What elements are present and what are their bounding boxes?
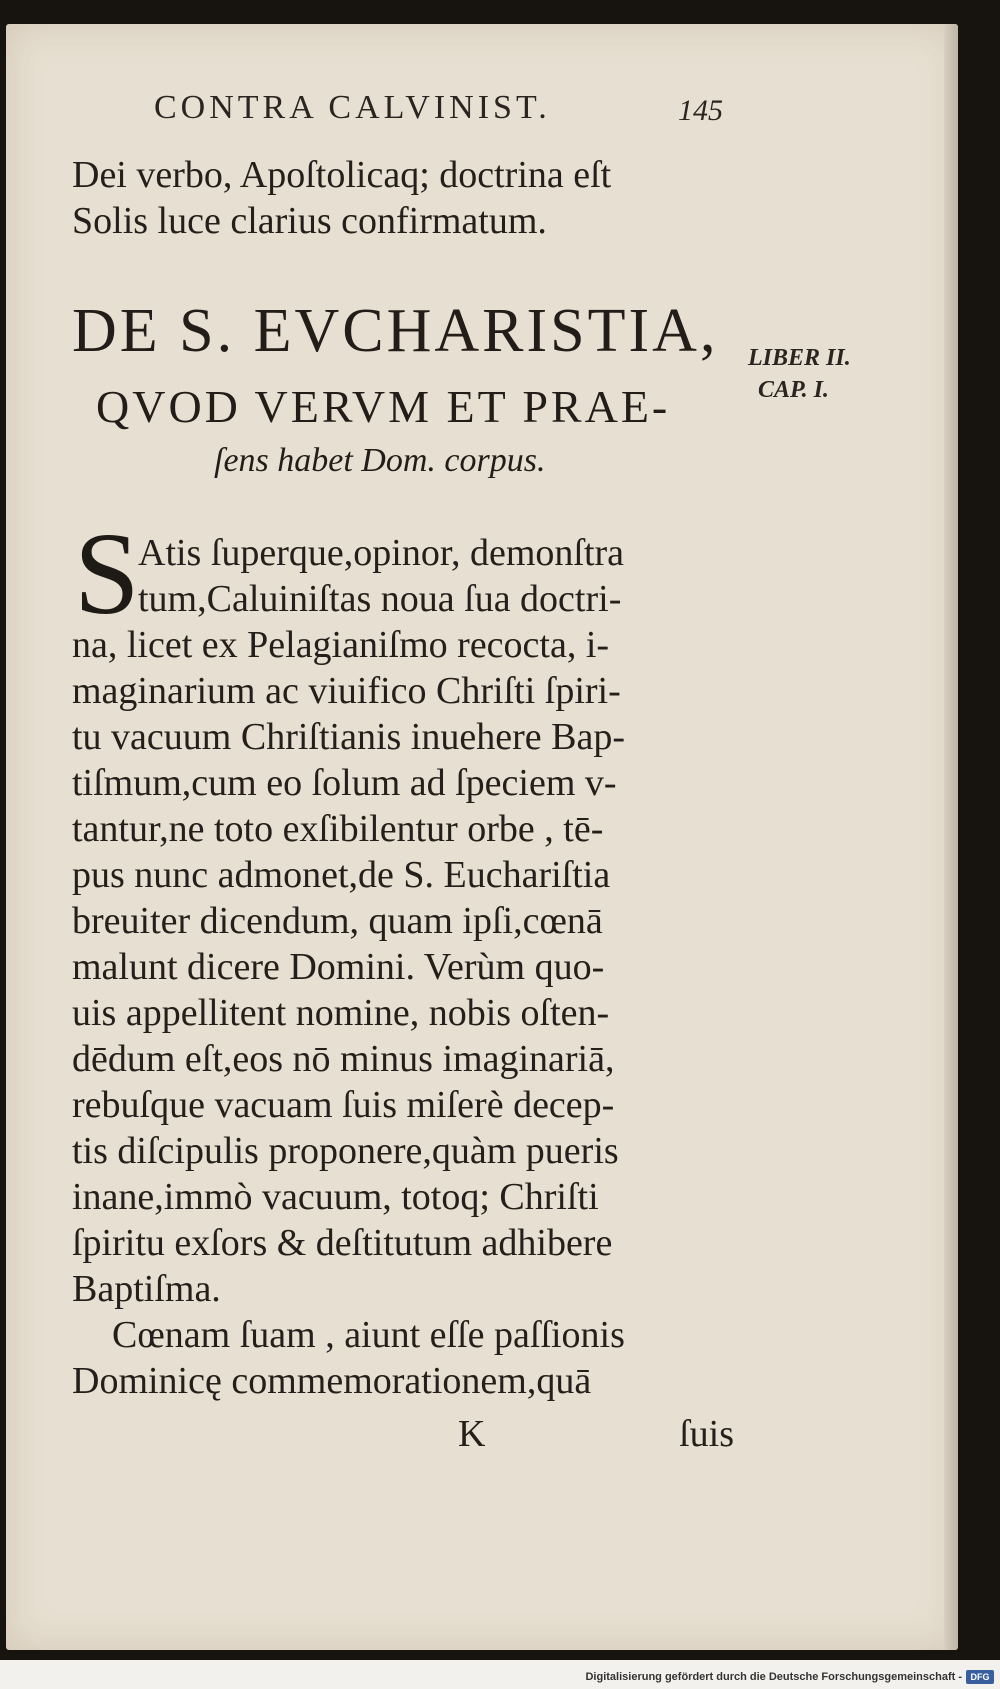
page-edge [944,24,958,1650]
paragraph-line: Cœnam ſuam , aiunt eſſe paſſionis [112,1314,625,1356]
catchword: ſuis [679,1413,734,1455]
paragraph-line: Dominicę commemorationem,quā [72,1360,592,1402]
body-line: tu vacuum Chriſtianis inuehere Bap- [72,716,625,758]
chapter-heading-line-1: DE S. EVCHARISTIA, [72,297,719,365]
body-line: breuiter dicendum, quam ipſi,cœnā [72,900,603,942]
signature-mark: K [458,1413,486,1455]
digitization-footer [0,1668,1000,1689]
dfg-logo: DFG [966,1670,994,1684]
marginal-note [748,342,851,406]
body-line: tum,Caluiniſtas noua ſua doctri- [138,578,622,620]
intro-text [72,152,762,244]
body-line: Baptiſma. [72,1268,221,1310]
marginal-note-book: LIBER II. [748,345,851,371]
body-line: malunt dicere Domini. Verùm quo- [72,946,605,988]
book-page [6,24,958,1650]
chapter-heading-line-3: ſens habet Dom. corpus. [214,442,546,479]
intro-line: Solis luce clarius confirmatum. [72,200,547,242]
marginal-note-chapter: CAP. I. [758,377,829,403]
body-line: na, licet ex Pelagianiſmo recocta, i- [72,624,610,666]
body-line: dēdum eſt,eos nō minus imaginariā, [72,1038,615,1080]
body-line: pus nunc admonet,de S. Euchariſtia [72,854,611,896]
body-line: ſpiritu exſors & deſtitutum adhibere [72,1222,613,1264]
page-foot [72,1412,762,1458]
running-head: CONTRA CALVINIST. [154,89,551,126]
footer-credit: Digitalisierung gefördert durch die Deutsche Forschungsgemeinschaft - [585,1671,962,1683]
body-line: tiſmum,cum eo ſolum ad ſpeciem v- [72,762,617,804]
body-line: Atis ſuperque,opinor, demonſtra [138,532,625,574]
body-line: tis diſcipulis proponere,quàm pueris [72,1130,619,1172]
body-line: maginarium ac viuifico Chriſti ſpiri- [72,670,621,712]
body-text [72,530,762,1404]
drop-cap: S [74,508,140,639]
page-number: 145 [678,94,723,127]
body-line: rebuſque vacuam ſuis miſerè decep- [72,1084,615,1126]
body-line: inane,immò vacuum, totoq; Chriſti [72,1176,599,1218]
body-line: tantur,ne toto exſibilentur orbe , tē- [72,808,604,850]
body-line: uis appellitent nomine, nobis oſten- [72,992,610,1034]
intro-line: Dei verbo, Apoſtolicaq; doctrina eſt [72,154,612,196]
chapter-heading-line-2: QVOD VERVM ET PRAE- [96,381,671,432]
